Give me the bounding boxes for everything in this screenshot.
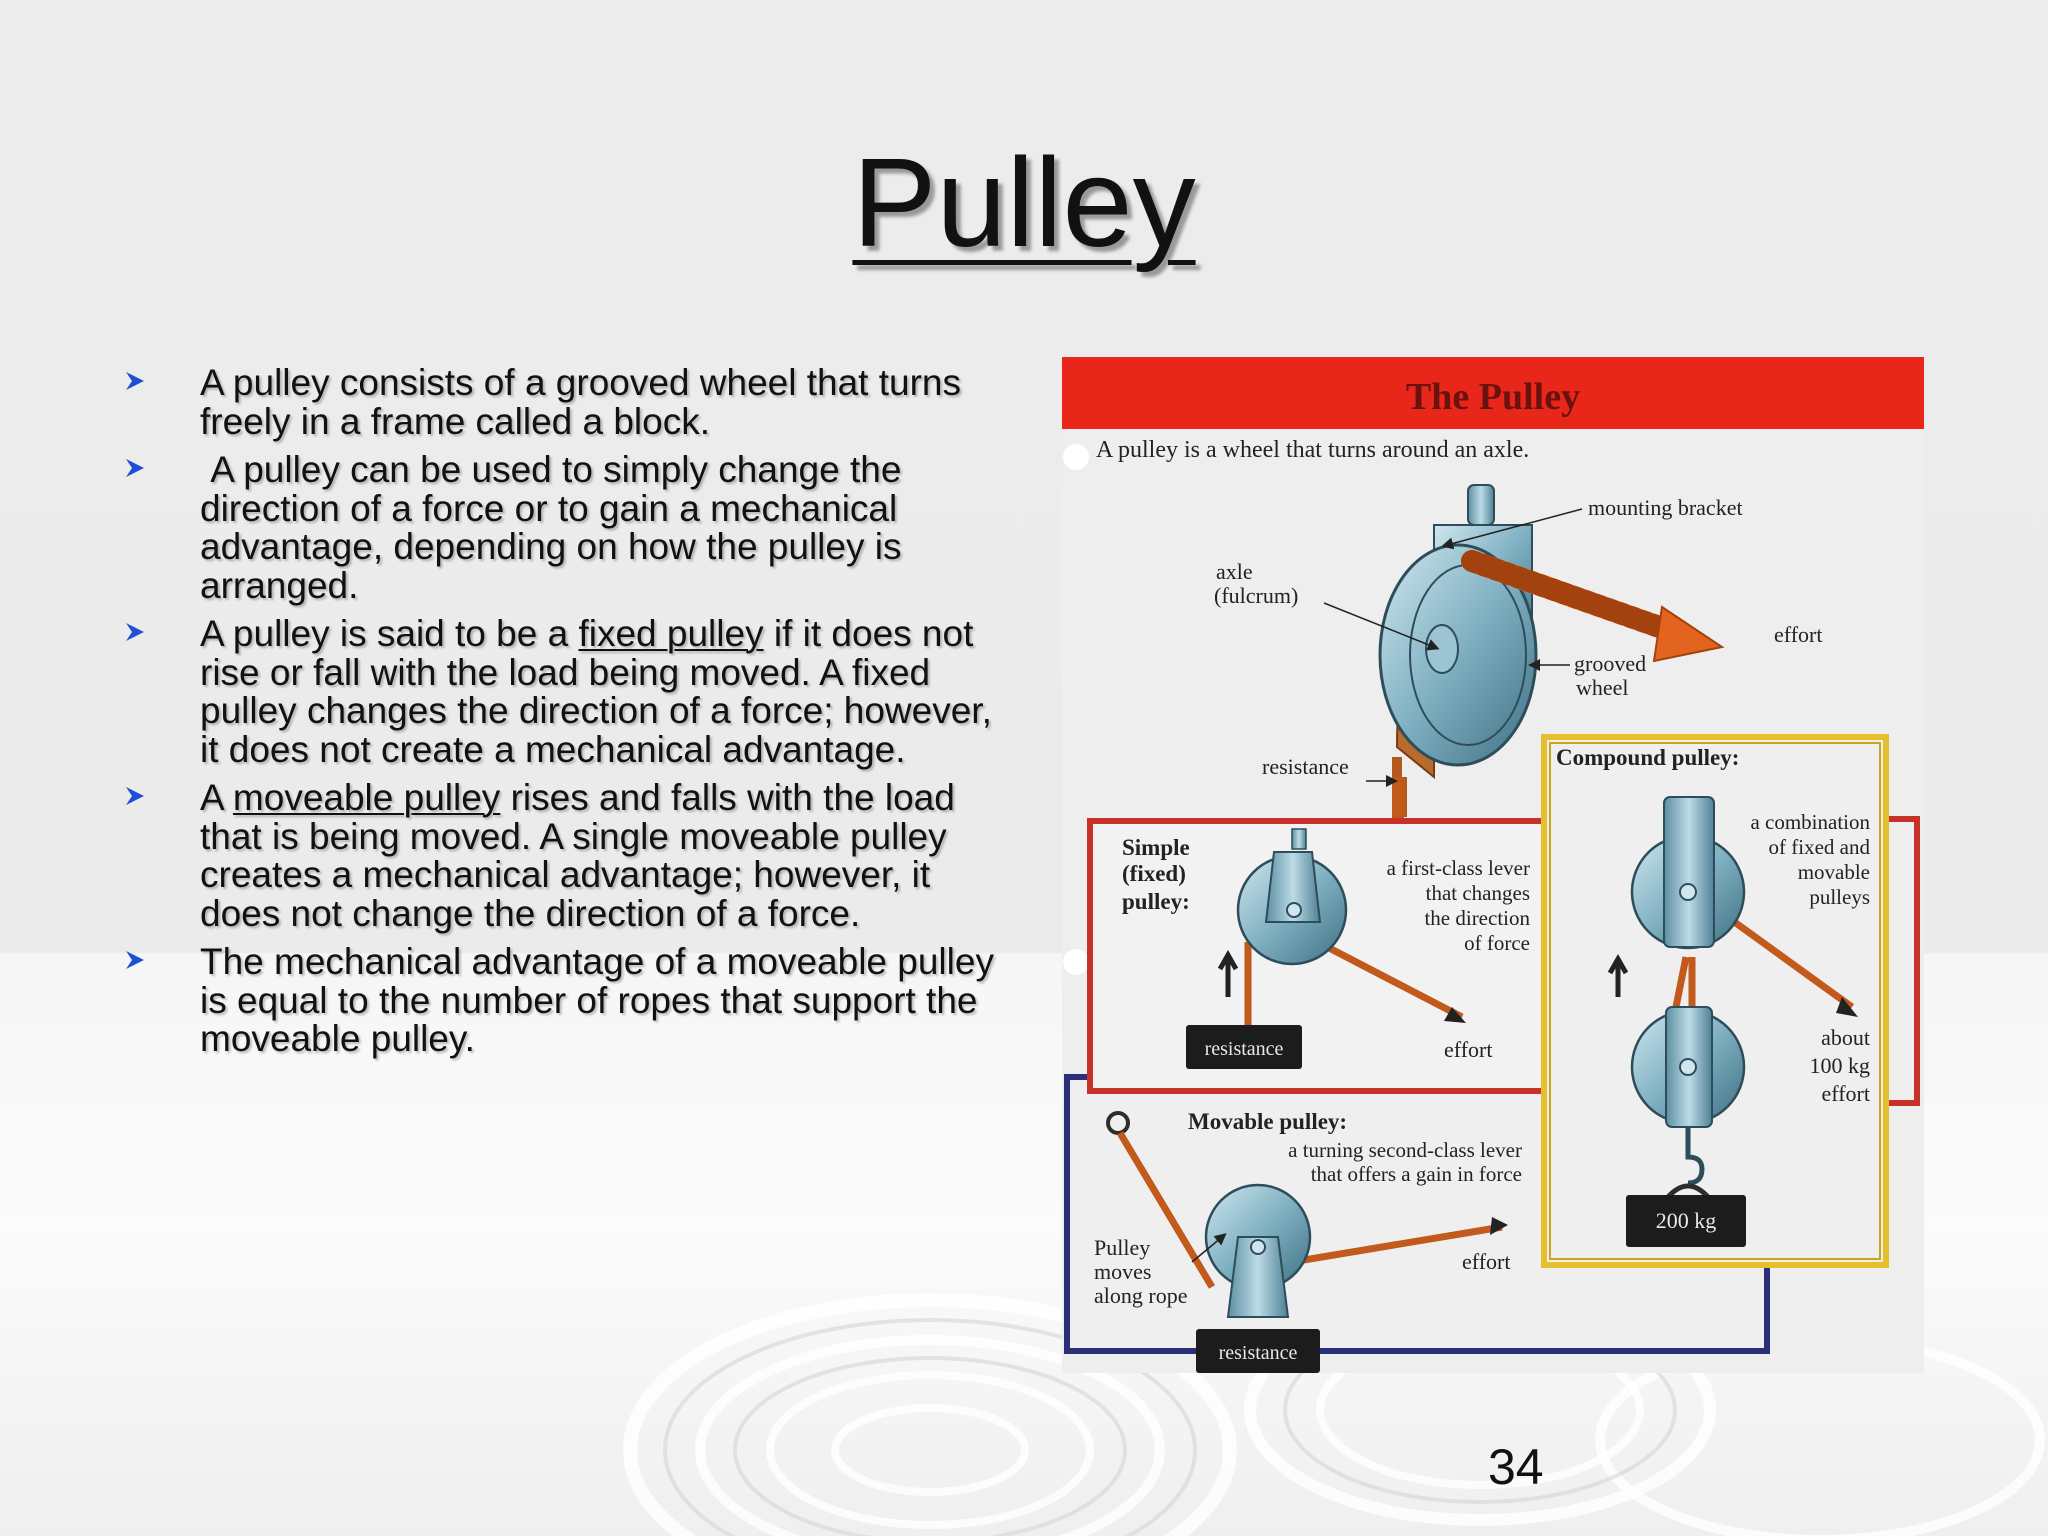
bullet-item	[120, 943, 1000, 1059]
page-number: 34	[1488, 1439, 1544, 1495]
movable-side-2: moves	[1094, 1259, 1152, 1284]
arrow-bullet-icon	[124, 785, 146, 807]
arrow-bullet-icon	[124, 621, 146, 643]
label-axle: axle	[1216, 559, 1253, 584]
movable-desc-1: a turning second-class lever	[1288, 1138, 1522, 1162]
label-effort-top: effort	[1774, 622, 1823, 647]
simple-effort-label: effort	[1444, 1037, 1493, 1062]
bullet-item	[120, 779, 1000, 933]
bullet-text: The mechanical advantage of a moveable pulley is equal to the number of ropes that support the moveable pulley.	[200, 941, 994, 1059]
simple-title-1: Simple	[1122, 835, 1190, 860]
binder-hole	[1063, 444, 1089, 470]
label-grooved: grooved	[1574, 651, 1647, 676]
bullet-list	[120, 362, 1003, 1069]
label-resistance-top: resistance	[1262, 754, 1349, 779]
arrow-bullet-icon	[124, 370, 146, 392]
arrow-bullet-icon	[124, 949, 146, 971]
fixed-pulley-term: fixed pulley	[578, 613, 764, 654]
simple-desc-2: that changes	[1425, 881, 1530, 905]
compound-desc-1: a combination	[1750, 810, 1870, 834]
movable-resistance-label: resistance	[1218, 1342, 1298, 1364]
bullet-text: A pulley is said to be a	[200, 613, 579, 654]
figure-intro: A pulley is a wheel that turns around an axle.	[1096, 437, 1530, 463]
movable-title: Movable pulley:	[1188, 1109, 1348, 1134]
simple-title-3: pulley:	[1122, 889, 1190, 914]
movable-side-3: along rope	[1094, 1283, 1188, 1308]
simple-title-2: (fixed)	[1122, 861, 1186, 886]
arrow-bullet-icon	[124, 457, 146, 479]
simple-desc-3: the direction	[1424, 906, 1530, 930]
compound-desc-3: movable	[1797, 860, 1870, 884]
bullet-item	[120, 451, 1000, 605]
compound-desc-4: pulleys	[1809, 885, 1870, 909]
compound-desc-2: of fixed and	[1768, 835, 1870, 859]
bullet-text: if it does not rise or fall with the load being moved. A fixed pulley changes the direction of a force; however, it does not create a mechanical advantage.	[200, 613, 1003, 770]
compound-about-1: about	[1821, 1025, 1870, 1050]
bullet-text: A	[200, 777, 233, 818]
simple-desc-4: of force	[1464, 931, 1530, 955]
moveable-pulley-term: moveable pulley	[232, 777, 501, 818]
figure-header: The Pulley	[1405, 376, 1581, 418]
bullet-text: A pulley can be used to simply change the direction of a force or to gain a mechanical advantage, depending on how the pulley is arranged.	[200, 449, 912, 606]
compound-weight-label: 200 kg	[1655, 1208, 1717, 1233]
slide-title: Pulley	[852, 132, 1196, 273]
movable-effort-label: effort	[1462, 1249, 1511, 1274]
bullet-text: A pulley consists of a grooved wheel that turns freely in a frame called a block.	[200, 362, 961, 442]
simple-resistance-label: resistance	[1204, 1038, 1284, 1060]
compound-about-2: 100 kg	[1809, 1053, 1870, 1078]
compound-title: Compound pulley:	[1556, 745, 1740, 770]
bullet-item	[120, 364, 1000, 441]
label-axle-fulcrum: (fulcrum)	[1214, 583, 1299, 608]
simple-desc-1: a first-class lever	[1386, 856, 1530, 880]
bullet-text: rises and falls with the load that is being moved. A single moveable pulley creates a mechanical advantage; however, it does not change the direction of a force.	[200, 777, 966, 934]
pulley-figure	[1062, 357, 1924, 1373]
label-wheel: wheel	[1576, 675, 1629, 700]
movable-desc-2: that offers a gain in force	[1310, 1162, 1522, 1186]
binder-hole	[1063, 949, 1089, 975]
compound-about-3: effort	[1821, 1081, 1870, 1106]
movable-side-1: Pulley	[1094, 1235, 1151, 1260]
label-mounting-bracket: mounting bracket	[1588, 495, 1743, 520]
bullet-item	[120, 613, 1003, 770]
